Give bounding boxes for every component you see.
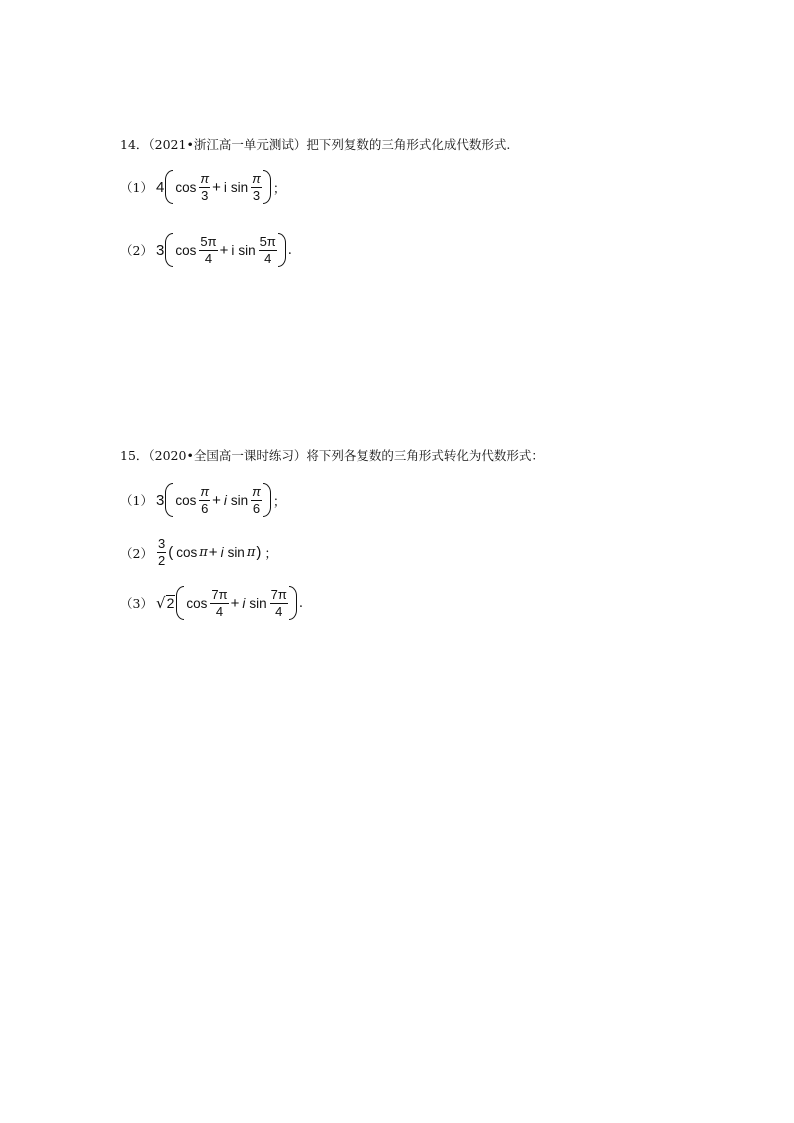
denominator: 6 bbox=[252, 500, 261, 516]
fraction-1 bbox=[199, 171, 210, 204]
cos-function: cos bbox=[175, 492, 197, 508]
sin-function: sin bbox=[238, 242, 256, 258]
denominator: 4 bbox=[215, 603, 224, 619]
plus-sign: + bbox=[212, 491, 221, 509]
left-paren: ( bbox=[168, 544, 174, 561]
cos-function: cos bbox=[175, 179, 197, 195]
sin-function: sin bbox=[249, 595, 267, 611]
fraction-coefficient bbox=[157, 536, 166, 569]
fraction-1 bbox=[199, 234, 217, 267]
numerator: 7π bbox=[211, 586, 228, 602]
cos-function: cos bbox=[176, 545, 198, 560]
imaginary-unit: i bbox=[220, 545, 224, 560]
punctuation: . bbox=[287, 242, 292, 258]
radicand: 2 bbox=[166, 595, 175, 611]
plus-sign: + bbox=[230, 594, 240, 612]
sin-function: sin bbox=[227, 545, 245, 560]
right-paren bbox=[289, 586, 297, 620]
coefficient: 3 bbox=[156, 491, 165, 509]
problem-15-item-3 bbox=[120, 586, 303, 620]
numerator: 3 bbox=[158, 536, 166, 551]
numerator: 7π bbox=[270, 586, 287, 602]
denominator: 4 bbox=[204, 250, 213, 266]
radical-sign: √ bbox=[156, 594, 166, 612]
left-paren bbox=[165, 170, 173, 204]
denominator: 4 bbox=[264, 250, 272, 266]
item-label: （2） bbox=[120, 545, 153, 561]
item-label: （3） bbox=[120, 596, 153, 611]
problem-14-item-2 bbox=[120, 233, 292, 267]
sqrt-coefficient bbox=[156, 595, 175, 611]
angle: π bbox=[199, 545, 208, 560]
punctuation: . bbox=[298, 595, 303, 611]
right-paren: ) bbox=[256, 544, 262, 561]
denominator: 3 bbox=[252, 187, 261, 203]
problem-14-item-1 bbox=[120, 170, 286, 204]
fraction-2 bbox=[251, 171, 262, 204]
sin-function: sin bbox=[230, 179, 249, 195]
fraction-2 bbox=[259, 234, 277, 267]
left-paren bbox=[165, 233, 173, 267]
numerator: π bbox=[252, 170, 261, 186]
fraction-1 bbox=[199, 484, 210, 517]
sin-function: sin bbox=[230, 492, 249, 508]
punctuation: ； bbox=[272, 494, 286, 510]
fraction-2 bbox=[251, 484, 262, 517]
denominator: 3 bbox=[201, 187, 209, 203]
cos-function: cos bbox=[175, 242, 197, 258]
cos-function: cos bbox=[186, 595, 208, 611]
denominator: 2 bbox=[158, 553, 166, 568]
denominator: 4 bbox=[275, 603, 283, 619]
problem-15-item-1 bbox=[120, 483, 286, 517]
numerator: 5π bbox=[259, 233, 276, 249]
coefficient: 4 bbox=[156, 178, 165, 196]
imaginary-unit: i bbox=[231, 242, 235, 258]
coefficient: 3 bbox=[156, 241, 165, 259]
item-label: （2） bbox=[120, 243, 153, 258]
fraction-2 bbox=[270, 587, 288, 620]
punctuation: ； bbox=[264, 547, 278, 562]
problem-15-item-2 bbox=[120, 536, 277, 569]
right-paren bbox=[263, 170, 271, 204]
left-paren bbox=[176, 586, 184, 620]
numerator: 5π bbox=[200, 233, 217, 249]
angle: π bbox=[246, 545, 256, 560]
numerator: π bbox=[252, 483, 261, 499]
problem-15-header: 15．（2020•全国高一课时练习）将下列各复数的三角形式转化为代数形式： bbox=[120, 448, 544, 463]
problem-14-header: 14．（2021•浙江高一单元测试）把下列复数的三角形式化成代数形式. bbox=[120, 137, 511, 152]
imaginary-unit: i bbox=[223, 179, 227, 195]
imaginary-unit: i bbox=[223, 492, 227, 508]
right-paren bbox=[278, 233, 286, 267]
punctuation: ； bbox=[272, 181, 286, 197]
denominator: 6 bbox=[201, 500, 209, 516]
left-paren bbox=[165, 483, 173, 517]
numerator: π bbox=[200, 170, 210, 186]
imaginary-unit: i bbox=[242, 595, 246, 611]
right-paren bbox=[263, 483, 271, 517]
plus-sign: + bbox=[208, 544, 218, 561]
numerator: π bbox=[200, 483, 210, 499]
plus-sign: + bbox=[212, 178, 221, 196]
plus-sign: + bbox=[219, 241, 229, 259]
fraction-1 bbox=[210, 587, 228, 620]
item-label: （1） bbox=[120, 493, 153, 508]
item-label: （1） bbox=[120, 180, 153, 195]
